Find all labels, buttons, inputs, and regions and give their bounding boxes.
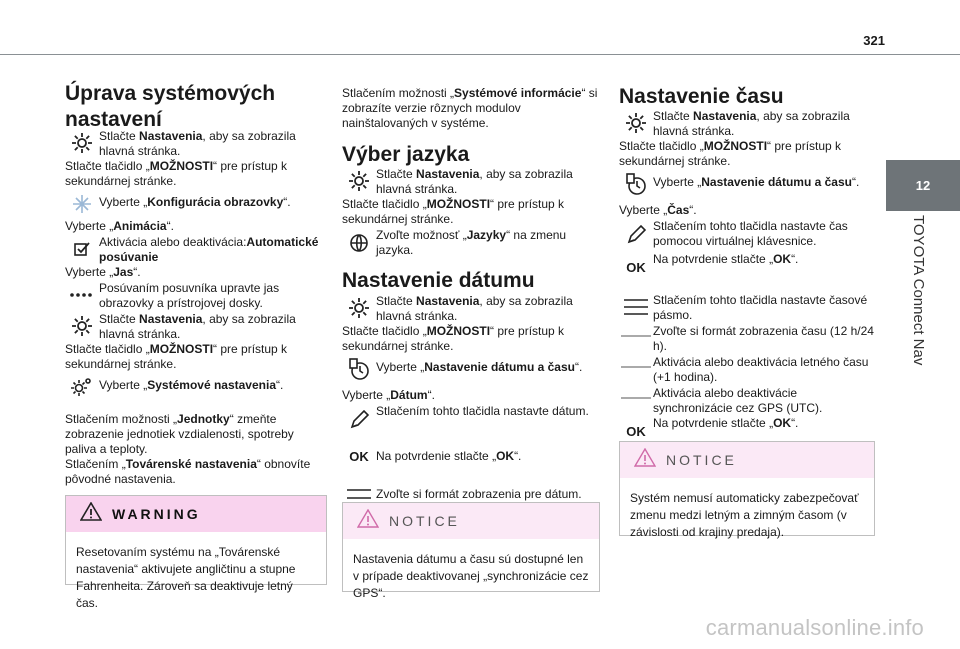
step-text: Stlačením tohto tlačidla nastavte dátum. — [376, 404, 589, 418]
step-text: Zvoľte si formát zobrazenia pre dátum. — [376, 487, 582, 501]
heading-system-settings: Úprava systémových nastavení — [65, 82, 276, 131]
step-text: Vyberte „Animácia“. — [65, 219, 174, 233]
step-text: Stlačte tlačidlo „MOŽNOSTI“ pre prístup k sekundárnej stránke. — [65, 159, 288, 188]
step-text: Na potvrdenie stlačte „OK“. — [653, 252, 799, 266]
step-text: Zvoľte možnosť „Jazyky“ na zmenu jazyka. — [376, 228, 567, 257]
step-text: Stlačte Nastavenia, aby sa zobrazila hlavná stránka. — [376, 167, 573, 196]
step-text: Stlačením tohto tlačidla nastavte čas pomocou virtuálnej klávesnice. — [653, 219, 848, 248]
header-rule — [0, 54, 960, 55]
warning-title: WARNING — [112, 506, 201, 522]
clock-icon — [342, 354, 376, 384]
step-text: Vyberte „Dátum“. — [342, 388, 435, 402]
step-text: Posúvaním posuvníka upravte jas obrazovky a prístrojovej dosky. — [99, 281, 280, 310]
notice-box-time — [619, 441, 875, 539]
heading-time: Nastavenie času — [619, 85, 784, 108]
gear-icon — [65, 311, 99, 341]
step-text: Vyberte „Konfigurácia obrazovky“. — [99, 195, 291, 209]
warning-box — [65, 495, 327, 610]
notice-icon — [634, 448, 656, 472]
pencil-icon — [619, 218, 653, 252]
paragraph-factory-settings: Stlačením „Továrenské nastavenia“ obnovíte pôvodné nastavenia. — [65, 457, 311, 486]
step-text: Stlačte Nastavenia, aby sa zobrazila hlavná stránka. — [99, 129, 296, 158]
ok-icon: OK — [626, 259, 646, 275]
timezone-list-icon — [619, 292, 653, 322]
step-text: Stlačte tlačidlo „MOŽNOSTI“ pre prístup k sekundárnej stránke. — [342, 197, 565, 226]
gear-icon — [342, 293, 376, 323]
step-text: Na potvrdenie stlačte „OK“. — [653, 416, 799, 430]
pencil-icon — [342, 403, 376, 437]
sparkle-display-icon — [65, 189, 99, 219]
clock-icon — [619, 169, 653, 199]
step-text: Vyberte „Nastavenie dátumu a času“. — [653, 175, 860, 189]
language-flags-icon — [342, 227, 376, 257]
step-text: Stlačte Nastavenia, aby sa zobrazila hlavná stránka. — [376, 294, 573, 323]
paragraph-units: Stlačením možnosti „Jednotky“ zmeňte zobrazenie jednotiek vzdialenosti, spotreby paliva a teploty. — [65, 412, 294, 456]
paragraph-system-info: Stlačením možnosti „Systémové informácie“ si zobrazíte verzie rôznych modulov nainštalovaných v systéme. — [342, 86, 598, 130]
step-text: Vyberte „Čas“. — [619, 203, 697, 217]
step-text: Stlačte tlačidlo „MOŽNOSTI“ pre prístup k sekundárnej stránke. — [619, 139, 842, 168]
heading-date: Nastavenie dátumu — [342, 269, 535, 292]
toggle-line-icon — [619, 354, 653, 376]
page-number: 321 — [863, 33, 885, 48]
notice-title: NOTICE — [666, 452, 737, 468]
notice-text: Nastavenia dátumu a času sú dostupné len v prípade deaktivovanej „synchronizácie cez GPS“. — [353, 552, 589, 600]
toggle-line-icon — [619, 385, 653, 407]
heading-language: Výber jazyka — [342, 143, 470, 166]
watermark: carmanualsonline.info — [705, 615, 924, 640]
step-text: Aktivácia alebo deaktivácia:Automatické posúvanie — [99, 235, 319, 264]
step-text: Vyberte „Nastavenie dátumu a času“. — [376, 360, 583, 374]
step-text: Vyberte „Systémové nastavenia“. — [99, 378, 284, 392]
gear-icon — [65, 128, 99, 158]
notice-text: Systém nemusí automaticky zabezpečovať zmenu medzi letným a zimným časom (v závislosti od krajiny predaja). — [630, 491, 859, 539]
step-text: Vyberte „Jas“. — [65, 265, 141, 279]
notice-icon — [357, 509, 379, 533]
notice-box-date — [342, 502, 600, 600]
gear-icon — [342, 166, 376, 196]
toggle-line-icon — [619, 323, 653, 345]
step-text: Aktivácia alebo deaktivácia letného času (+1 hodina). — [653, 355, 869, 384]
warning-text: Resetovaním systému na „Továrenské nastavenia“ aktivujete angličtinu a stupne Fahrenheita. Zároveň sa deaktivuje letný čas. — [76, 545, 296, 610]
double-gear-icon — [65, 372, 99, 402]
chapter-tab[interactable]: 12 — [886, 160, 960, 211]
checkbox-icon — [65, 234, 99, 264]
step-text: Aktivácia alebo deaktivácie synchronizácie cez GPS (UTC). — [653, 386, 823, 415]
step-text: Stlačte Nastavenia, aby sa zobrazila hlavná stránka. — [99, 312, 296, 341]
ok-icon: OK — [626, 423, 646, 439]
notice-title: NOTICE — [389, 513, 460, 529]
warning-icon — [80, 502, 102, 526]
step-text: Zvoľte si formát zobrazenia času (12 h/24 h). — [653, 324, 874, 353]
ok-icon: OK — [349, 448, 369, 464]
step-text: Stlačte tlačidlo „MOŽNOSTI“ pre prístup k sekundárnej stránke. — [342, 324, 565, 353]
step-text: Stlačte Nastavenia, aby sa zobrazila hlavná stránka. — [653, 109, 850, 138]
step-text: Stlačte tlačidlo „MOŽNOSTI“ pre prístup k sekundárnej stránke. — [65, 342, 288, 371]
step-text: Na potvrdenie stlačte „OK“. — [376, 449, 522, 463]
slider-dots-icon — [65, 280, 99, 310]
step-text: Stlačením tohto tlačidla nastavte časové pásmo. — [653, 293, 868, 322]
gear-icon — [619, 108, 653, 138]
